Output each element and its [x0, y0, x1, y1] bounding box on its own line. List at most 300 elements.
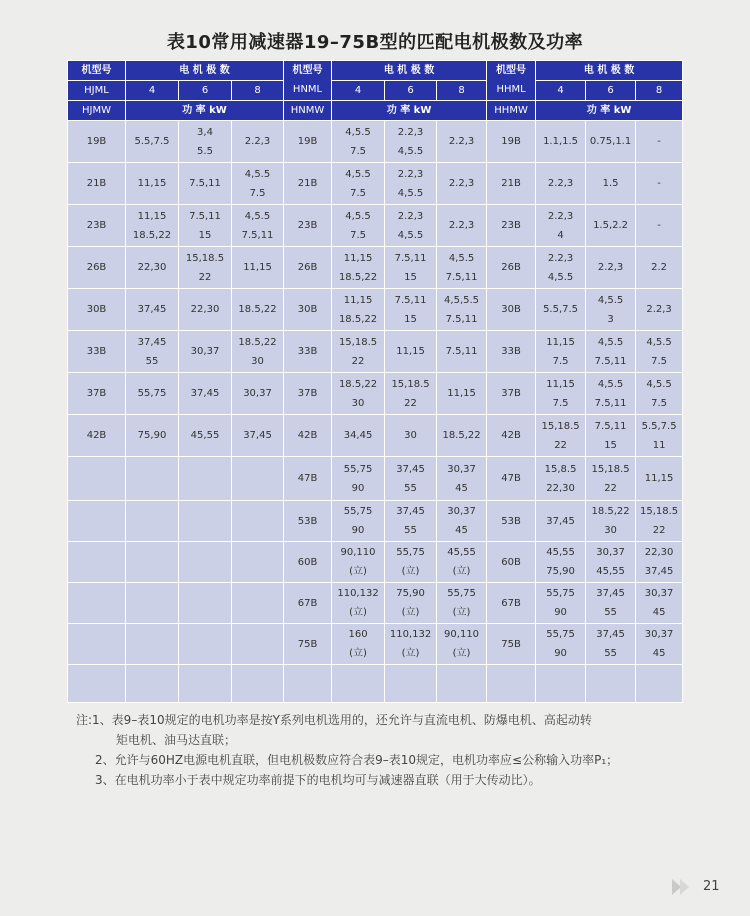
power-value: 7.5 [552, 355, 569, 367]
power-cell [179, 501, 232, 542]
pole-4-g2: 4 [332, 81, 385, 101]
power-cell [437, 583, 487, 624]
power-cell [232, 457, 284, 501]
power-value: 2.2,3 [244, 136, 271, 147]
power-value: 45 [652, 648, 666, 659]
power-value: 4,5.5 [597, 294, 624, 306]
model-cell: 21B [68, 163, 126, 205]
power-cell [179, 247, 232, 289]
power-cell [332, 624, 385, 665]
power-value: 4,5.5 [397, 187, 424, 199]
notes [76, 710, 696, 790]
power-cell [126, 501, 179, 542]
power-cell [385, 205, 437, 247]
power-value: 30,37 [596, 547, 625, 558]
power-value: 2.2,3 [547, 178, 574, 189]
model-cell: 42B [284, 415, 332, 457]
power-cell [232, 624, 284, 665]
table-row [68, 415, 683, 457]
power-value: 2.2,3 [397, 168, 424, 180]
power-value: 90,110 [444, 629, 480, 640]
power-cell [385, 501, 437, 542]
power-value: 37,45 [596, 588, 625, 599]
power-cell [126, 163, 179, 205]
power-value: (立) [452, 566, 471, 577]
power-value: 7.5 [249, 187, 266, 199]
power-cell [636, 331, 683, 373]
power-value: 22 [198, 271, 212, 283]
power-cell [332, 583, 385, 624]
power-cell [586, 665, 636, 703]
power-cell [126, 415, 179, 457]
pole-header-1: 电 机 极 数 [126, 61, 284, 81]
model-cell: 19B [68, 121, 126, 163]
power-cell [232, 542, 284, 583]
power-value: (立) [349, 648, 367, 659]
power-value: 3,4 [197, 126, 213, 138]
power-cell [385, 289, 437, 331]
power-cell [437, 289, 487, 331]
power-value: 75,90 [546, 566, 575, 577]
model-cell: 30B [68, 289, 126, 331]
power-value: - [657, 220, 661, 231]
model-cell [284, 665, 332, 703]
power-cell [437, 247, 487, 289]
power-value: 7.5,11 [445, 346, 478, 357]
power-value: 18.5,22 [591, 506, 630, 517]
table-row [68, 121, 683, 163]
model-cell [487, 665, 536, 703]
power-value: 4,5.5 [646, 336, 672, 348]
power-cell [332, 665, 385, 703]
power-value: 30,37 [447, 506, 476, 517]
power-header-2: 功 率 kW [332, 101, 487, 121]
power-cell [126, 457, 179, 501]
power-value: 160 [348, 629, 368, 640]
power-cell [179, 289, 232, 331]
power-value: 15 [404, 271, 417, 283]
power-cell [437, 415, 487, 457]
power-cell [332, 289, 385, 331]
power-cell [536, 415, 586, 457]
power-value: 37,45 [137, 336, 167, 348]
power-cell [536, 121, 586, 163]
power-value: 55,75 [546, 629, 575, 640]
power-cell [385, 247, 437, 289]
power-value: 4,5.5 [244, 168, 271, 180]
model-cell: 37B [487, 373, 536, 415]
power-value: 15 [404, 313, 417, 325]
power-cell [179, 583, 232, 624]
power-cell [636, 373, 683, 415]
power-value: 22 [652, 525, 666, 536]
power-cell [586, 373, 636, 415]
power-cell [586, 415, 636, 457]
power-value: 7.5,11 [394, 252, 427, 264]
power-value: 18.5,22 [238, 336, 277, 348]
power-cell [636, 583, 683, 624]
power-value: 5.5 [197, 145, 213, 157]
power-value: 15,18.5 [185, 252, 225, 264]
power-cell [332, 373, 385, 415]
power-value: 37,45 [546, 515, 575, 527]
power-cell [385, 121, 437, 163]
table-row [68, 624, 683, 665]
power-value: 18.5,22 [338, 271, 378, 283]
table-row [68, 163, 683, 205]
power-value: 11,15 [644, 473, 674, 484]
power-value: 18.5,22 [338, 378, 378, 390]
power-cell [332, 205, 385, 247]
power-value: 7.5 [552, 397, 569, 409]
power-value: 1.5 [602, 178, 619, 189]
power-value: 30 [604, 525, 617, 536]
power-value: 15,18.5 [639, 506, 679, 517]
power-cell [636, 163, 683, 205]
table-row [68, 205, 683, 247]
power-cell [636, 624, 683, 665]
power-value: 7.5 [651, 355, 668, 367]
power-value: 45,55 [447, 547, 476, 558]
pole-8-g3: 8 [636, 81, 683, 101]
power-value: (立) [349, 566, 367, 577]
power-value: 3 [607, 313, 614, 325]
model-cell: 19B [487, 121, 536, 163]
power-value: 110,132 [337, 588, 379, 599]
power-value: 5.5,7.5 [543, 304, 579, 315]
power-cell [179, 542, 232, 583]
power-cell [586, 289, 636, 331]
power-cell [437, 542, 487, 583]
power-value: (立) [401, 648, 420, 659]
model-cell: 33B [284, 331, 332, 373]
power-value: 2.2,3 [397, 126, 424, 138]
pole-4-g1: 4 [126, 81, 179, 101]
power-cell [586, 457, 636, 501]
model-cell: 75B [487, 624, 536, 665]
page-footer [672, 877, 732, 899]
model-cell: 53B [487, 501, 536, 542]
power-cell [179, 624, 232, 665]
power-value: 4,5.5 [345, 210, 371, 222]
motor-power-table [67, 60, 683, 703]
model-cell: 37B [68, 373, 126, 415]
power-value: 30,37 [190, 346, 220, 357]
note-2: 2、允许与60HZ电源电机直联，但电机极数应符合表9–表10规定，电机功率应≤公称输入功率P₁； [95, 753, 619, 767]
power-value: 7.5,11 [594, 420, 627, 432]
power-cell [332, 415, 385, 457]
power-cell [586, 121, 636, 163]
power-value: 2.2,3 [646, 304, 672, 315]
power-value: 4,5.5 [597, 336, 624, 348]
power-value: 2.2 [651, 262, 668, 273]
power-header-3: 功 率 kW [536, 101, 683, 121]
power-value: 11,15 [447, 388, 476, 399]
power-value: 37,45 [190, 388, 220, 399]
code-3b: HHMW [487, 101, 536, 121]
power-value: 45,55 [190, 430, 220, 441]
pole-6-g3: 6 [586, 81, 636, 101]
power-value: 55 [404, 482, 417, 494]
power-cell [636, 665, 683, 703]
model-cell: 21B [284, 163, 332, 205]
power-cell [586, 331, 636, 373]
table-row [68, 289, 683, 331]
power-value: 7.5,11 [594, 355, 627, 367]
power-value: 4,5.5 [397, 229, 424, 241]
power-cell [586, 205, 636, 247]
power-value: 11,15 [546, 378, 575, 390]
power-cell [232, 373, 284, 415]
power-value: (立) [401, 566, 420, 577]
power-cell [636, 457, 683, 501]
table-row [68, 331, 683, 373]
power-value: 90 [351, 482, 365, 494]
power-value: 30 [351, 397, 365, 409]
power-value: 4,5.5 [345, 126, 371, 138]
power-cell [179, 415, 232, 457]
pole-8-g1: 8 [232, 81, 284, 101]
power-cell [179, 457, 232, 501]
power-value: 90 [554, 648, 567, 659]
power-value: 2.2,3 [448, 220, 475, 231]
power-value: 7.5,11 [189, 210, 221, 222]
power-cell [179, 373, 232, 415]
power-value: 15,18.5 [591, 463, 630, 475]
power-cell [232, 247, 284, 289]
model-cell: 23B [487, 205, 536, 247]
power-cell [232, 583, 284, 624]
power-value: 55 [145, 355, 159, 367]
code-1a: HJML [68, 81, 126, 101]
power-value: 55,75 [343, 506, 373, 517]
power-value: 2.2,3 [547, 210, 574, 222]
power-cell [126, 373, 179, 415]
power-value: 75,90 [137, 430, 167, 441]
power-cell [332, 121, 385, 163]
model-cell: 33B [487, 331, 536, 373]
power-cell [126, 247, 179, 289]
power-cell [385, 163, 437, 205]
power-cell [126, 542, 179, 583]
table-row [68, 501, 683, 542]
power-value: 11,15 [343, 294, 373, 306]
power-value: 7.5,11 [445, 271, 478, 283]
power-cell [536, 163, 586, 205]
power-value: 15,18.5 [391, 378, 430, 390]
power-value: 15 [198, 229, 212, 241]
power-cell [126, 331, 179, 373]
power-value: 18.5,22 [238, 304, 277, 315]
power-cell [536, 624, 586, 665]
power-cell [536, 247, 586, 289]
power-value: 30,37 [243, 388, 272, 399]
model-cell [68, 457, 126, 501]
table-row [68, 373, 683, 415]
power-value: 1.5,2.2 [593, 220, 629, 231]
power-value: 37,45 [137, 304, 167, 315]
power-value: 22,30 [546, 482, 575, 494]
table-row [68, 665, 683, 703]
page-number: 21 [703, 879, 720, 894]
model-cell: 19B [284, 121, 332, 163]
power-cell [179, 205, 232, 247]
model-cell: 67B [284, 583, 332, 624]
note-3: 3、在电机功率小于表中规定功率前提下的电机均可与减速器直联（用于大传动比）。 [95, 773, 541, 787]
power-value: 22 [604, 482, 617, 494]
model-cell: 26B [487, 247, 536, 289]
power-cell [536, 583, 586, 624]
power-value: (立) [452, 607, 471, 618]
power-cell [437, 373, 487, 415]
power-value: 4,5.5 [597, 378, 624, 390]
power-value: (立) [452, 648, 471, 659]
power-value: 18.5,22 [338, 313, 378, 325]
power-value: 75,90 [396, 588, 425, 599]
model-cell: 33B [68, 331, 126, 373]
power-value: - [657, 178, 661, 189]
power-cell [536, 457, 586, 501]
chevron-right-icon [680, 879, 689, 895]
power-value: 37,45 [396, 506, 425, 517]
power-value: 30,37 [447, 463, 476, 475]
power-value: 55 [404, 525, 417, 536]
power-value: 5.5,7.5 [134, 136, 170, 147]
power-cell [385, 415, 437, 457]
power-value: 4,5.5 [646, 378, 672, 390]
pole-8-g2: 8 [437, 81, 487, 101]
power-cell [332, 457, 385, 501]
power-value: (立) [349, 607, 367, 618]
pole-4-g3: 4 [536, 81, 586, 101]
model-cell: 60B [487, 542, 536, 583]
power-cell [232, 121, 284, 163]
power-value: 1.1,1.5 [543, 136, 579, 147]
power-value: 22 [554, 439, 567, 451]
code-2b: HNMW [284, 101, 332, 121]
model-cell [68, 665, 126, 703]
power-cell [332, 247, 385, 289]
power-value: 7.5 [350, 145, 366, 157]
power-value: 18.5,22 [132, 229, 172, 241]
power-cell [232, 331, 284, 373]
power-cell [332, 542, 385, 583]
power-cell [586, 624, 636, 665]
power-value: (立) [401, 607, 420, 618]
power-value: 22 [351, 355, 365, 367]
power-cell [437, 665, 487, 703]
power-value: 55,75 [546, 588, 575, 599]
power-cell [586, 247, 636, 289]
power-cell [586, 542, 636, 583]
model-cell: 60B [284, 542, 332, 583]
model-cell: 30B [487, 289, 536, 331]
power-cell [636, 542, 683, 583]
power-value: 4,5.5 [448, 252, 475, 264]
note-1: 注:1、表9–表10规定的电机功率是按Y系列电机选用的，还允许与直流电机、防爆电机、高起动转 [76, 713, 592, 727]
pole-6-g2: 6 [385, 81, 437, 101]
power-cell [536, 501, 586, 542]
model-cell: 26B [284, 247, 332, 289]
power-value: 45 [455, 525, 468, 536]
power-cell [536, 289, 586, 331]
power-value: 2.2,3 [448, 136, 475, 147]
power-value: 90,110 [340, 547, 376, 558]
power-value: 15 [604, 439, 617, 451]
power-cell [126, 583, 179, 624]
power-value: 4,5.5 [244, 210, 271, 222]
power-value: 11,15 [343, 252, 373, 264]
model-header-3: 机型号 HHML [487, 61, 536, 101]
model-cell [68, 583, 126, 624]
model-cell: 23B [284, 205, 332, 247]
power-cell [126, 289, 179, 331]
power-cell [636, 415, 683, 457]
power-value: 15,18.5 [338, 336, 378, 348]
power-value: 2.2,3 [597, 262, 624, 273]
power-value: 4,5.5 [345, 168, 371, 180]
model-cell: 42B [68, 415, 126, 457]
power-value: 15,18.5 [541, 420, 580, 432]
power-cell [385, 583, 437, 624]
table-row [68, 583, 683, 624]
power-value: 15,8.5 [544, 463, 577, 475]
power-value: 7.5,11 [594, 397, 627, 409]
power-value: 7.5,11 [189, 178, 221, 189]
power-value: 4,5,5.5 [444, 294, 480, 306]
power-cell [385, 665, 437, 703]
power-cell [636, 121, 683, 163]
power-cell [437, 205, 487, 247]
power-cell [179, 121, 232, 163]
table-row [68, 247, 683, 289]
power-cell [536, 542, 586, 583]
power-cell [437, 331, 487, 373]
model-cell: 37B [284, 373, 332, 415]
pole-6-g1: 6 [179, 81, 232, 101]
code-1b: HJMW [68, 101, 126, 121]
power-cell [636, 247, 683, 289]
power-value: 110,132 [389, 629, 432, 640]
power-cell [385, 624, 437, 665]
power-value: 37,45 [396, 463, 425, 475]
power-cell [586, 163, 636, 205]
power-cell [232, 415, 284, 457]
power-cell [179, 331, 232, 373]
power-value: 55,75 [447, 588, 476, 599]
power-value: 22 [404, 397, 417, 409]
power-value: 11,15 [243, 262, 272, 273]
power-cell [126, 205, 179, 247]
power-value: 11,15 [396, 346, 425, 357]
power-cell [232, 163, 284, 205]
power-cell [437, 624, 487, 665]
power-cell [232, 289, 284, 331]
power-value: 55,75 [343, 463, 373, 475]
model-cell: 30B [284, 289, 332, 331]
power-value: 22,30 [644, 547, 674, 558]
power-cell [437, 457, 487, 501]
power-value: 11,15 [137, 210, 167, 222]
pole-header-3: 电 机 极 数 [536, 61, 683, 81]
model-cell: 47B [487, 457, 536, 501]
power-cell [536, 373, 586, 415]
power-value: 34,45 [343, 430, 373, 441]
power-value: 30 [404, 430, 417, 441]
power-cell [179, 665, 232, 703]
power-value: 7.5,11 [394, 294, 427, 306]
power-cell [536, 665, 586, 703]
